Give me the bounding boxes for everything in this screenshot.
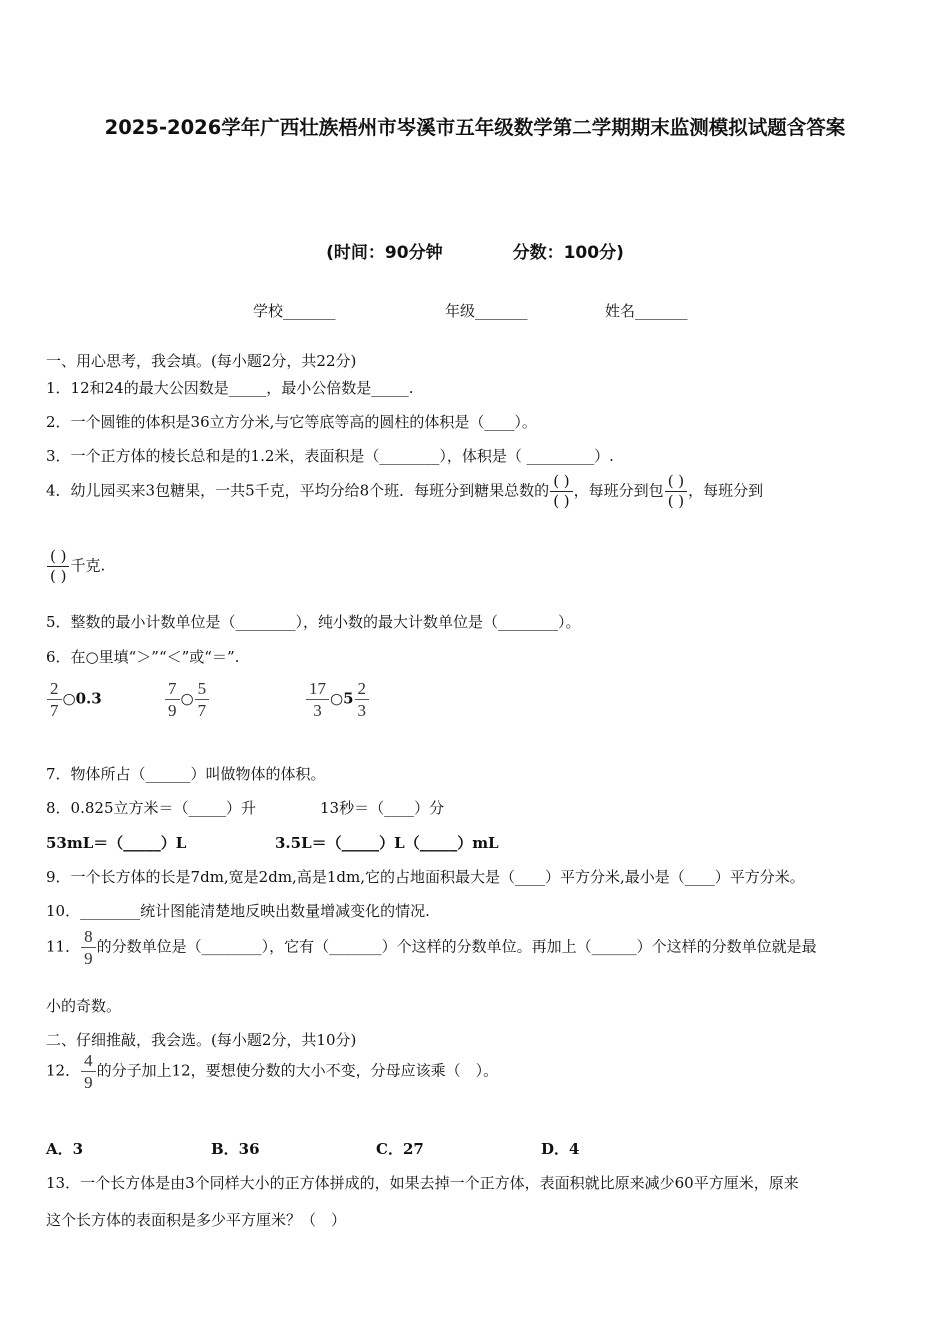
question-13-cont: 这个长方体的表面积是多少平方厘米？（ ）: [46, 1211, 347, 1229]
q6-item-a-rest: ○0.3: [62, 689, 102, 708]
question-13: 13．一个长方体是由3个同样大小的正方体拼成的，如果去掉一个正方体，表面积就比原来减少60平方厘米，原来: [46, 1174, 799, 1192]
question-4-cont: [46, 549, 105, 584]
section-1-title: 一、用心思考，我会填。(每小题2分，共22分): [46, 352, 357, 370]
question-8-a: 8．0.825立方米＝（_____）升: [46, 799, 256, 817]
name-field: 姓名_______: [605, 302, 688, 320]
q12-options: [46, 1138, 706, 1159]
fraction: $\frac{17}{3}$: [306, 680, 329, 719]
option-c[interactable]: C．27: [376, 1140, 424, 1158]
q11-prefix: 11．: [46, 937, 81, 956]
question-9: 9．一个长方体的长是7dm,宽是2dm,高是1dm,它的占地面积最大是（____）平方分米,最小是（____）平方分米。: [46, 868, 805, 886]
q11-text: 的分数单位是（________），它有（_______）个这样的分数单位。再加上（______）个这样的分数单位就是最: [96, 937, 817, 956]
q4-blank-fraction-2: $\frac{( )}{( )}$: [665, 474, 687, 509]
q4-blank-fraction-3: $\frac{( )}{( )}$: [47, 549, 69, 584]
question-10: 10．________统计图能清楚地反映出数量增减变化的情况.: [46, 902, 430, 920]
fraction: $\frac{7}{9}$: [165, 680, 180, 719]
question-1: 1．12和24的最大公因数是_____，最小公倍数是_____.: [46, 379, 414, 397]
q12-text: 的分子加上12，要想使分数的大小不变，分母应该乘（ ）。: [96, 1061, 499, 1080]
fraction: $\frac{8}{9}$: [81, 928, 96, 967]
question-5: 5．整数的最小计数单位是（________），纯小数的最大计数单位是（________）。: [46, 613, 581, 631]
fraction: $\frac{2}{3}$: [355, 680, 370, 719]
question-11: [46, 928, 817, 967]
q6-item-c: [305, 680, 370, 719]
exam-meta: [0, 238, 950, 263]
question-11-cont: 小的奇数。: [46, 997, 122, 1015]
circle-compare: ○: [180, 689, 194, 708]
question-2: 2．一个圆锥的体积是36立方分米,与它等底等高的圆柱的体积是（____）。: [46, 413, 537, 431]
question-6: 6．在○里填“＞”“＜”或“＝”.: [46, 648, 240, 666]
fraction: $\frac{5}{7}$: [195, 680, 210, 719]
q6-item-b: [164, 680, 210, 719]
grade-field: 年级_______: [445, 302, 528, 320]
fraction: $\frac{4}{9}$: [81, 1052, 96, 1091]
q4-text-b: ，每班分到包: [573, 481, 664, 500]
time-label: (时间：90分钟: [326, 243, 443, 263]
question-8-d: 3.5L＝（_____）L（_____）mL: [275, 834, 499, 852]
question-4: [46, 474, 763, 509]
question-8-b: 13秒＝（____）分: [320, 799, 445, 817]
question-12: [46, 1052, 498, 1091]
question-3: 3．一个正方体的棱长总和是的1.2米，表面积是（________），体积是（ _________）.: [46, 447, 614, 465]
option-d[interactable]: D．4: [541, 1140, 580, 1158]
section-2-title: 二、仔细推敲，我会选。(每小题2分，共10分): [46, 1031, 357, 1049]
question-7: 7．物体所占（______）叫做物体的体积。: [46, 765, 326, 783]
circle-compare: ○5: [330, 689, 354, 708]
option-b[interactable]: B．36: [211, 1140, 260, 1158]
q4-blank-fraction-1: $\frac{( )}{( )}$: [550, 474, 572, 509]
option-a[interactable]: A．3: [46, 1140, 84, 1158]
fraction: $\frac{2}{7}$: [47, 680, 62, 719]
q6-item-a: [46, 680, 102, 719]
question-8-c: 53mL＝（_____）L: [46, 834, 187, 852]
q4-text-d: 千克.: [70, 556, 106, 575]
page-title: 2025-2026学年广西壮族梧州市岑溪市五年级数学第二学期期末监测模拟试题含答案: [104, 116, 846, 139]
q4-text-a: 4．幼儿园买来3包糖果，一共5千克，平均分给8个班．每班分到糖果总数的: [46, 481, 550, 500]
score-label: 分数：100分): [512, 243, 624, 263]
school-field: 学校_______: [253, 302, 336, 320]
q12-prefix: 12．: [46, 1061, 81, 1080]
q4-text-c: ，每班分到: [688, 481, 764, 500]
